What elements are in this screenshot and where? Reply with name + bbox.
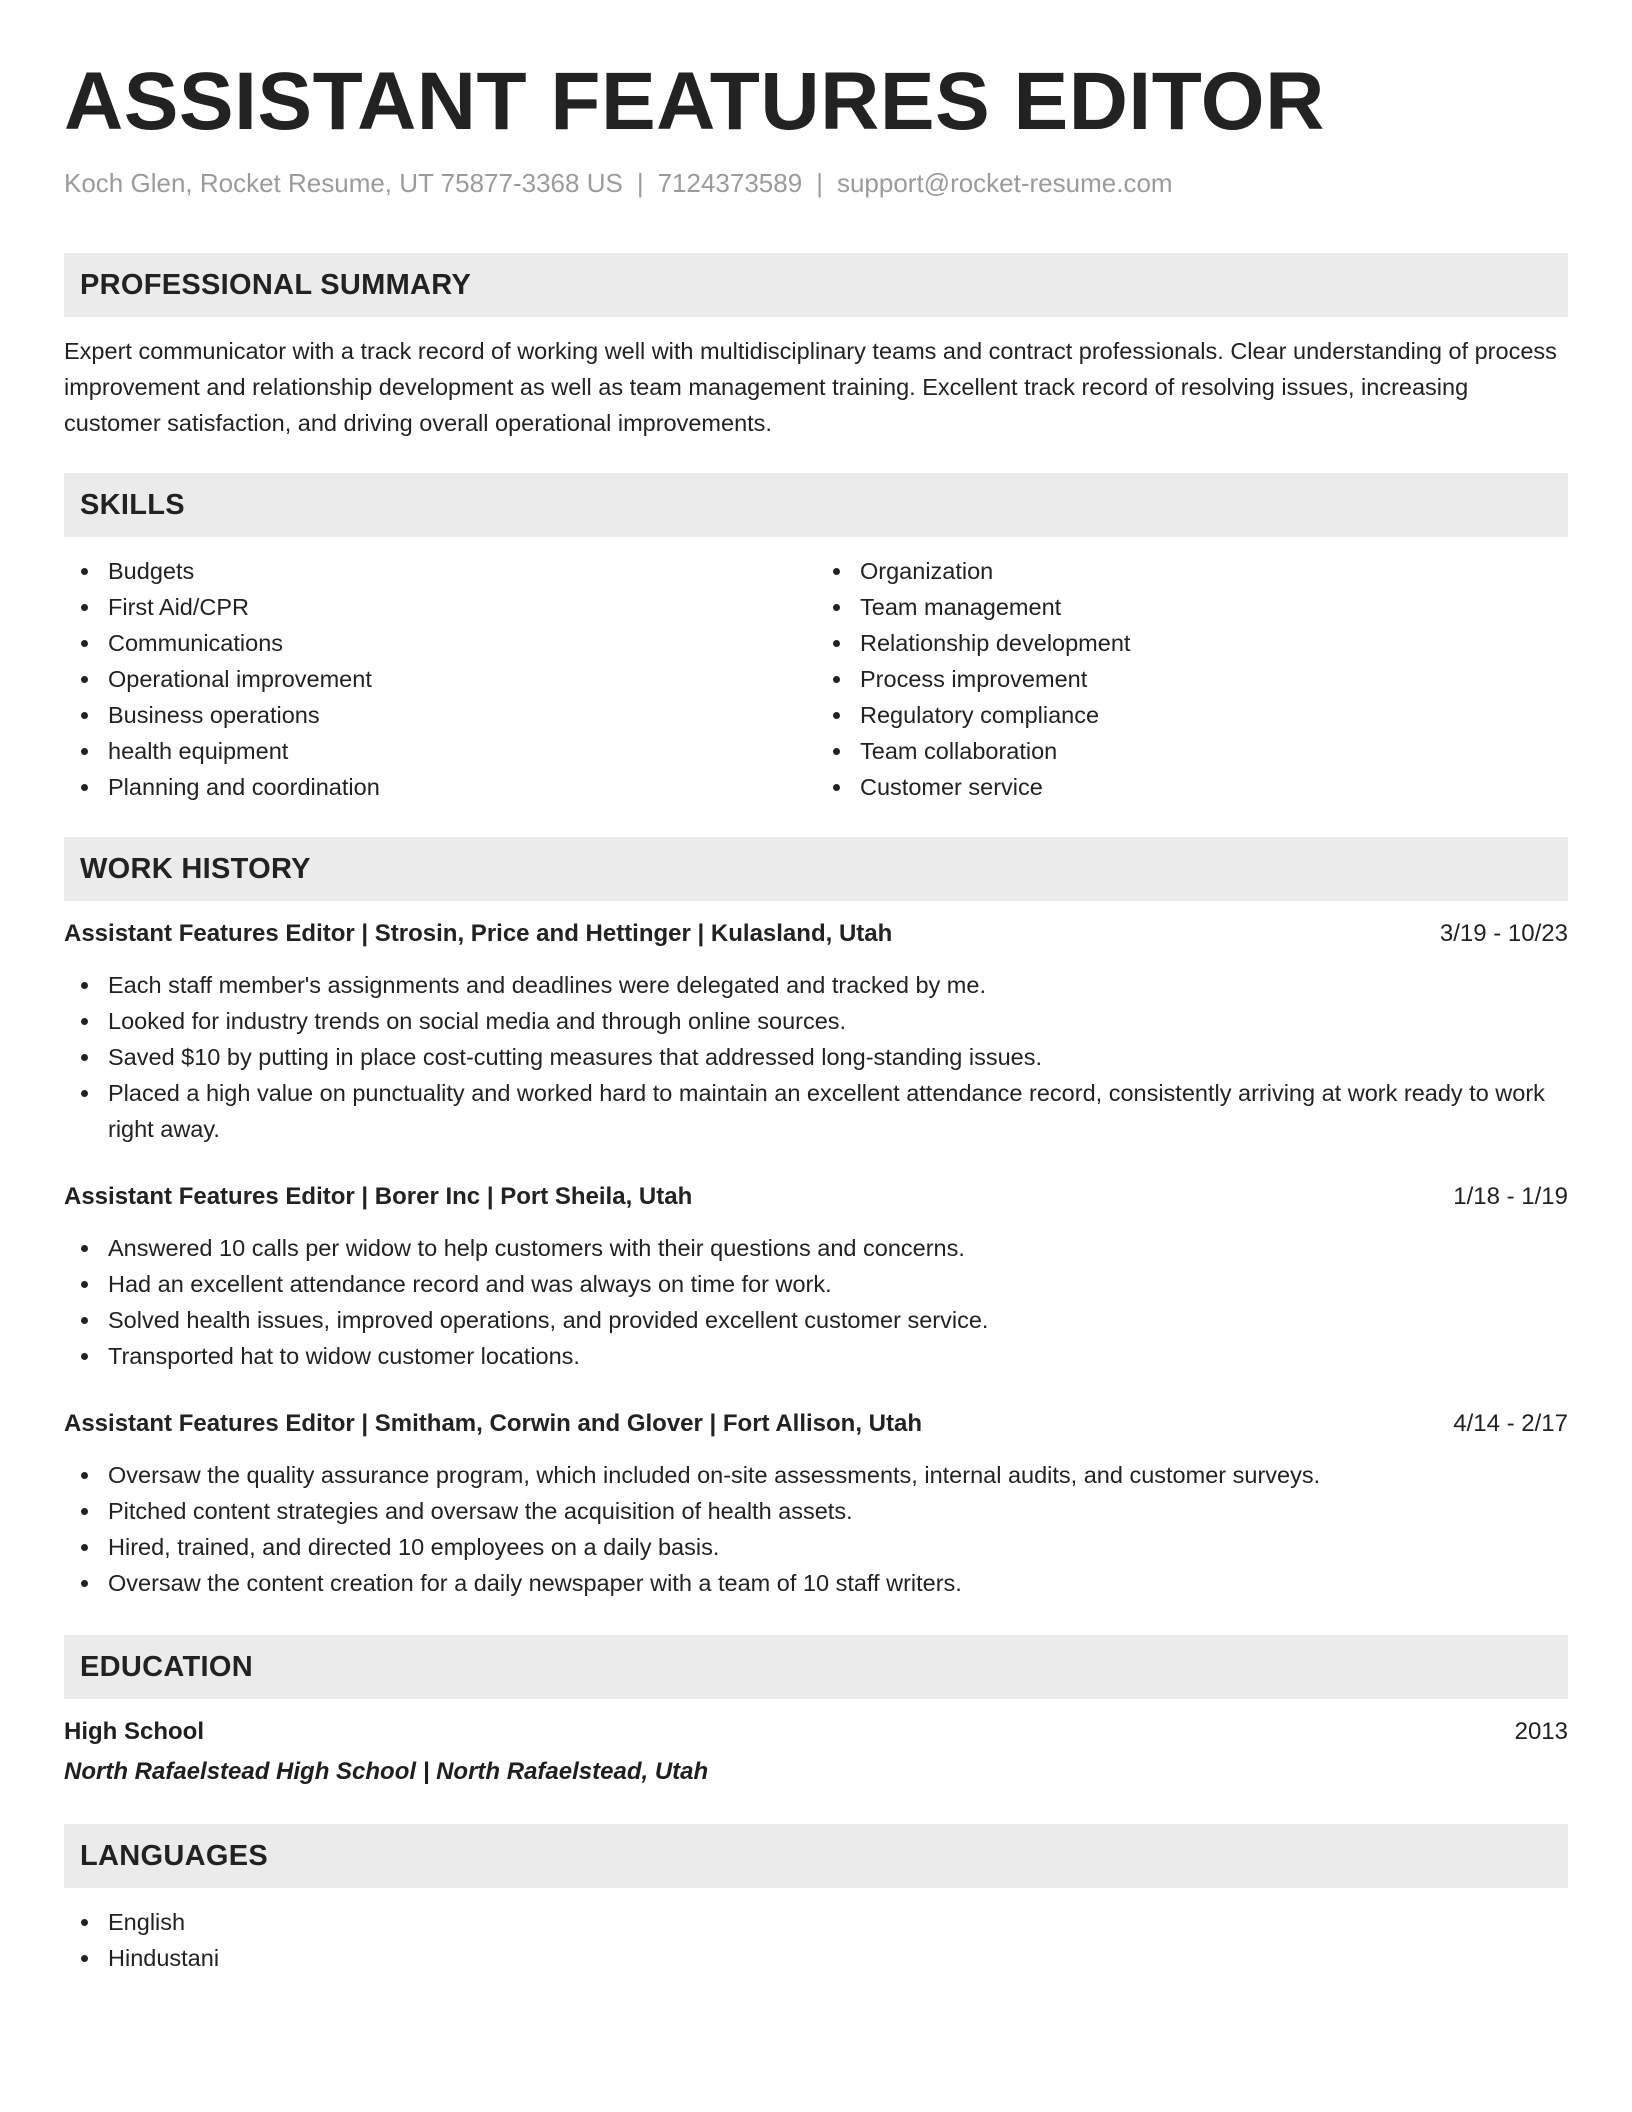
education-school: North Rafaelstead High School | North Rafaelstead, Utah <box>64 1758 709 1785</box>
skill-item: Communications <box>64 625 816 661</box>
job-title: Assistant Features Editor | Borer Inc | Port Sheila, Utah <box>64 1183 693 1210</box>
skill-item: Operational improvement <box>64 661 816 697</box>
job-header <box>64 1407 1568 1441</box>
job-dates: 1/18 - 1/19 <box>1453 1183 1568 1210</box>
skill-item: Planning and coordination <box>64 769 816 805</box>
education-entry <box>64 1715 1568 1789</box>
skills-column-left <box>64 553 816 805</box>
skills-list <box>64 553 1568 805</box>
section-heading-work-history: WORK HISTORY <box>64 837 1568 901</box>
job-header <box>64 1180 1568 1214</box>
job-bullet: Oversaw the quality assurance program, which included on-site assessments, internal audits, and customer surveys. <box>64 1457 1568 1493</box>
summary-text: Expert communicator with a track record of working well with multidisciplinary teams and contract professionals. Clear understanding of process improvement and relationship development as well as team management training. Excellent track record of resolving issues, increasing customer satisfaction, and driving overall operational improvements. <box>64 338 1557 436</box>
contact-phone: 7124373589 <box>657 168 803 198</box>
job-title: Assistant Features Editor | Smitham, Corwin and Glover | Fort Allison, Utah <box>64 1410 922 1437</box>
skill-item: Organization <box>816 553 1568 589</box>
job-entry <box>64 1407 1568 1601</box>
job-dates: 4/14 - 2/17 <box>1453 1410 1568 1437</box>
education-degree: High School <box>64 1718 204 1745</box>
education-year: 2013 <box>1514 1718 1568 1745</box>
job-bullet: Oversaw the content creation for a daily newspaper with a team of 10 staff writers. <box>64 1565 1568 1601</box>
job-bullet: Placed a high value on punctuality and worked hard to maintain an excellent attendance record, consistently arriving at work ready to work right away. <box>64 1075 1568 1147</box>
language-item: English <box>64 1904 1568 1940</box>
job-bullet: Pitched content strategies and oversaw the acquisition of health assets. <box>64 1493 1568 1529</box>
job-dates: 3/19 - 10/23 <box>1439 920 1568 947</box>
contact-separator: | <box>636 168 644 198</box>
section-heading-languages: LANGUAGES <box>64 1824 1568 1888</box>
skill-item: Relationship development <box>816 625 1568 661</box>
job-bullet: Transported hat to widow customer locations. <box>64 1338 1568 1374</box>
job-bullets <box>64 1230 1568 1374</box>
skill-item: Team collaboration <box>816 733 1568 769</box>
language-item: Hindustani <box>64 1940 1568 1976</box>
job-title: Assistant Features Editor | Strosin, Price and Hettinger | Kulasland, Utah <box>64 920 893 947</box>
skill-item: Regulatory compliance <box>816 697 1568 733</box>
skill-item: health equipment <box>64 733 816 769</box>
job-bullet: Hired, trained, and directed 10 employees on a daily basis. <box>64 1529 1568 1565</box>
job-bullets <box>64 967 1568 1147</box>
skill-item: Customer service <box>816 769 1568 805</box>
candidate-name: ASSISTANT FEATURES EDITOR <box>64 56 1325 147</box>
contact-address: Koch Glen, Rocket Resume, UT 75877-3368 US <box>64 168 623 198</box>
skills-column-right <box>816 553 1568 805</box>
languages-list <box>64 1904 1568 1976</box>
skill-item: First Aid/CPR <box>64 589 816 625</box>
job-bullets <box>64 1457 1568 1601</box>
job-bullet: Had an excellent attendance record and was always on time for work. <box>64 1266 1568 1302</box>
contact-separator: | <box>816 168 823 198</box>
section-heading-education: EDUCATION <box>64 1635 1568 1699</box>
skill-item: Business operations <box>64 697 816 733</box>
job-header <box>64 917 1568 951</box>
skill-item: Budgets <box>64 553 816 589</box>
education-header <box>64 1715 1568 1749</box>
contact-email: support@rocket-resume.com <box>836 168 1173 198</box>
job-bullet: Each staff member's assignments and deadlines were delegated and tracked by me. <box>64 967 1568 1003</box>
job-entry <box>64 1180 1568 1374</box>
section-heading-skills: SKILLS <box>64 473 1568 537</box>
job-bullet: Looked for industry trends on social media and through online sources. <box>64 1003 1568 1039</box>
skill-item: Team management <box>816 589 1568 625</box>
job-bullet: Answered 10 calls per widow to help customers with their questions and concerns. <box>64 1230 1568 1266</box>
job-bullet: Solved health issues, improved operations, and provided excellent customer service. <box>64 1302 1568 1338</box>
section-heading-summary: PROFESSIONAL SUMMARY <box>64 253 1568 317</box>
skill-item: Process improvement <box>816 661 1568 697</box>
contact-line <box>64 166 1568 200</box>
job-bullet: Saved $10 by putting in place cost-cutting measures that addressed long-standing issues. <box>64 1039 1568 1075</box>
job-entry <box>64 917 1568 1147</box>
